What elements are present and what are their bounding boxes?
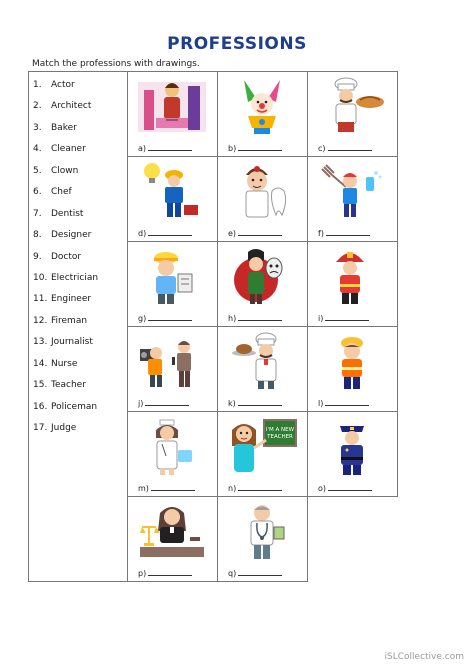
picture-cell-b: [218, 72, 308, 157]
answer-label: p): [138, 568, 192, 578]
list-item: 1. Actor: [33, 80, 75, 90]
answer-blank[interactable]: [148, 228, 192, 236]
list-item: 15. Teacher: [33, 380, 86, 391]
nurse-icon: [136, 416, 208, 478]
answer-label: o): [318, 483, 372, 493]
engineer-icon: [136, 246, 208, 308]
picture-cell-d: [128, 157, 218, 242]
list-item: 7. Dentist: [33, 208, 84, 219]
answer-blank[interactable]: [325, 398, 369, 406]
board-text: I'M A NEW TEACHER: [265, 427, 295, 440]
list-item: 4. Cleaner: [33, 144, 86, 155]
answer-blank[interactable]: [326, 228, 370, 236]
picture-cell-p: [128, 497, 218, 582]
policeman-icon: [316, 416, 388, 478]
answer-blank[interactable]: [238, 568, 282, 576]
list-item: 14. Nurse: [33, 358, 78, 369]
picture-cell-i: [308, 242, 398, 327]
answer-blank[interactable]: [148, 143, 192, 151]
list-item: 9. Doctor: [33, 251, 82, 262]
picture-cell-a: [128, 72, 218, 157]
answer-label: f): [318, 228, 370, 238]
answer-label: k): [228, 398, 282, 408]
empty-cell: [308, 497, 398, 582]
list-item: 6. Chef: [33, 187, 72, 198]
answer-label: g): [138, 313, 192, 323]
list-item: 10. Electrician: [33, 272, 99, 283]
answer-label: i): [318, 313, 369, 323]
picture-cell-j: [128, 327, 218, 412]
answer-blank[interactable]: [148, 568, 192, 576]
answer-blank[interactable]: [238, 228, 282, 236]
designer-icon: [136, 76, 208, 138]
list-item: 5. Clown: [33, 165, 79, 176]
answer-blank[interactable]: [238, 313, 282, 321]
answer-blank[interactable]: [238, 143, 282, 151]
doctor-icon: [226, 501, 298, 563]
answer-label: a): [138, 143, 192, 153]
answer-label: j): [138, 398, 189, 408]
list-item: 11. Engineer: [33, 294, 92, 305]
chef-icon: [226, 331, 298, 393]
answer-blank[interactable]: [148, 313, 192, 321]
list-item: 3. Baker: [33, 122, 77, 133]
architect-icon: [316, 331, 388, 393]
picture-cell-f: [308, 157, 398, 242]
list-item: 2. Architect: [33, 101, 92, 112]
answer-blank[interactable]: [328, 483, 372, 491]
clown-icon: [226, 76, 298, 138]
picture-cell-o: [308, 412, 398, 497]
teacher-icon: [226, 416, 298, 478]
answer-blank[interactable]: [145, 398, 189, 406]
answer-blank[interactable]: [325, 313, 369, 321]
baker-icon: [316, 76, 388, 138]
dentist-icon: [226, 161, 298, 223]
answer-label: m): [138, 483, 195, 493]
picture-cell-c: [308, 72, 398, 157]
answer-label: c): [318, 143, 372, 153]
actor-icon: [226, 246, 298, 308]
picture-cell-m: [128, 412, 218, 497]
list-item: 17. Judge: [33, 423, 77, 433]
answer-label: n): [228, 483, 282, 493]
fireman-icon: [316, 246, 388, 308]
instruction-text: Match the professions with drawings.: [32, 59, 200, 69]
professions-list-cell: [29, 72, 128, 582]
picture-cell-e: [218, 157, 308, 242]
picture-cell-k: [218, 327, 308, 412]
answer-label: l): [318, 398, 369, 408]
electrician-icon: [136, 161, 208, 223]
list-item: 12. Fireman: [33, 315, 88, 326]
list-item: 13. Journalist: [33, 337, 93, 348]
answer-blank[interactable]: [328, 143, 372, 151]
page-title: PROFESSIONS: [167, 34, 307, 54]
answer-blank[interactable]: [238, 398, 282, 406]
judge-icon: [136, 501, 208, 563]
picture-cell-q: [218, 497, 308, 582]
worksheet-grid: [28, 71, 398, 582]
picture-cell-n: [218, 412, 308, 497]
professions-list: [29, 72, 127, 442]
answer-label: b): [228, 143, 282, 153]
answer-blank[interactable]: [151, 483, 195, 491]
cleaner-icon: [316, 161, 388, 223]
picture-cell-h: [218, 242, 308, 327]
answer-label: q): [228, 568, 282, 578]
list-item: 16. Policeman: [33, 401, 98, 412]
answer-label: e): [228, 228, 282, 238]
answer-label: h): [228, 313, 282, 323]
picture-cell-g: [128, 242, 218, 327]
footer-watermark: iSLCollective.com: [384, 652, 464, 662]
answer-label: d): [138, 228, 192, 238]
picture-cell-l: [308, 327, 398, 412]
list-item: 8. Designer: [33, 230, 92, 241]
answer-blank[interactable]: [238, 483, 282, 491]
journalist-icon: [136, 331, 208, 393]
